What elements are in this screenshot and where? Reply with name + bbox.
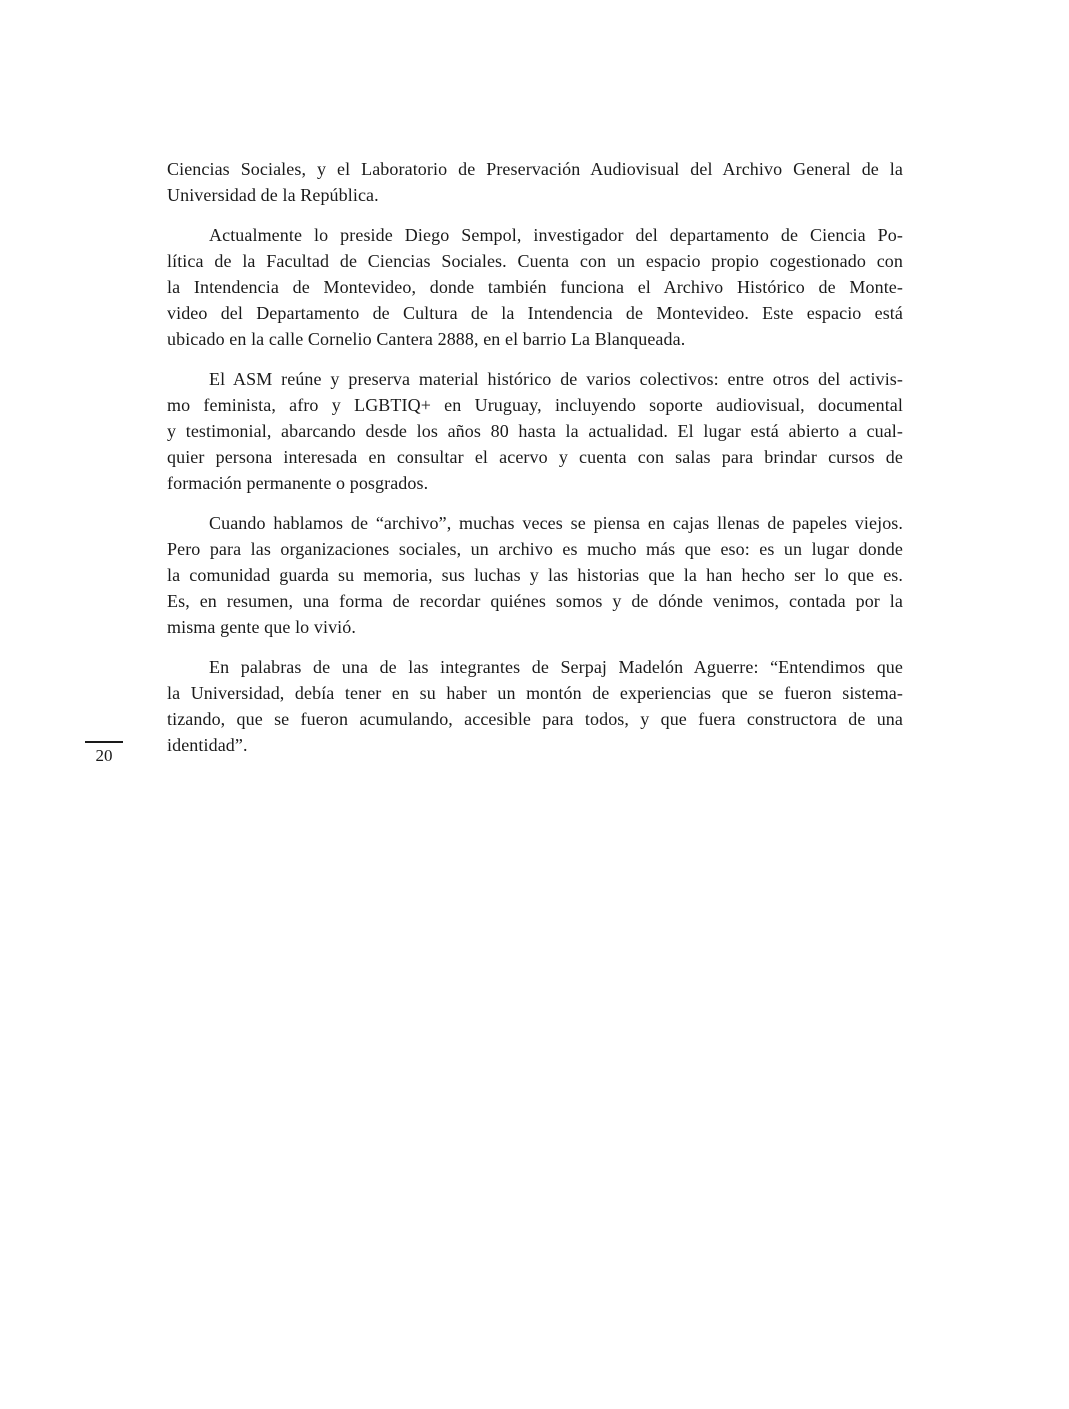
text-line: En palabras de una de las integrantes de Serpaj Madelón Aguerre: “Entendimos que bbox=[209, 657, 903, 677]
text-line: tizando, que se fueron acumulando, accesible para todos, y que fuera constructora de una bbox=[167, 709, 903, 729]
text-line: formación permanente o posgrados. bbox=[167, 473, 429, 493]
text-line: y testimonial, abarcando desde los años 80 hasta la actualidad. El lugar está abierto a cual- bbox=[167, 421, 903, 441]
paragraph bbox=[167, 156, 903, 208]
paragraph bbox=[167, 222, 903, 352]
text-line: ubicado en la calle Cornelio Cantera 2888, en el barrio La Blanqueada. bbox=[167, 329, 686, 349]
text-line: la Intendencia de Montevideo, donde también funciona el Archivo Histórico de Monte- bbox=[167, 277, 903, 297]
text-line: Cuando hablamos de “archivo”, muchas veces se piensa en cajas llenas de papeles viejos. bbox=[209, 513, 903, 533]
text-line: quier persona interesada en consultar el acervo y cuenta con salas para brindar cursos de bbox=[167, 447, 903, 467]
paragraph bbox=[167, 654, 903, 758]
text-line: lítica de la Facultad de Ciencias Sociales. Cuenta con un espacio propio cogestionado con bbox=[167, 251, 903, 271]
text-line: video del Departamento de Cultura de la Intendencia de Montevideo. Este espacio está bbox=[167, 303, 903, 323]
text-line: El ASM reúne y preserva material histórico de varios colectivos: entre otros del activis- bbox=[209, 369, 903, 389]
text-line: la comunidad guarda su memoria, sus luchas y las historias que la han hecho ser lo que es. bbox=[167, 565, 903, 585]
text-line: identidad”. bbox=[167, 735, 248, 755]
text-line: mo feminista, afro y LGBTIQ+ en Uruguay, incluyendo soporte audiovisual, documental bbox=[167, 395, 903, 415]
text-line: misma gente que lo vivió. bbox=[167, 617, 356, 637]
text-line: la Universidad, debía tener en su haber un montón de experiencias que se fueron sistema- bbox=[167, 683, 903, 703]
page-number: 20 bbox=[95, 746, 113, 765]
text-line: Universidad de la República. bbox=[167, 185, 379, 205]
body-text bbox=[167, 156, 903, 772]
text-line: Pero para las organizaciones sociales, un archivo es mucho más que eso: es un lugar donde bbox=[167, 539, 903, 559]
text-line: Es, en resumen, una forma de recordar quiénes somos y de dónde venimos, contada por la bbox=[167, 591, 903, 611]
folio bbox=[85, 741, 123, 767]
paragraph bbox=[167, 510, 903, 640]
paragraph bbox=[167, 366, 903, 496]
text-line: Actualmente lo preside Diego Sempol, investigador del departamento de Ciencia Po- bbox=[209, 225, 903, 245]
folio-rule bbox=[85, 741, 123, 743]
text-line: Ciencias Sociales, y el Laboratorio de Preservación Audiovisual del Archivo General de la bbox=[167, 159, 903, 179]
